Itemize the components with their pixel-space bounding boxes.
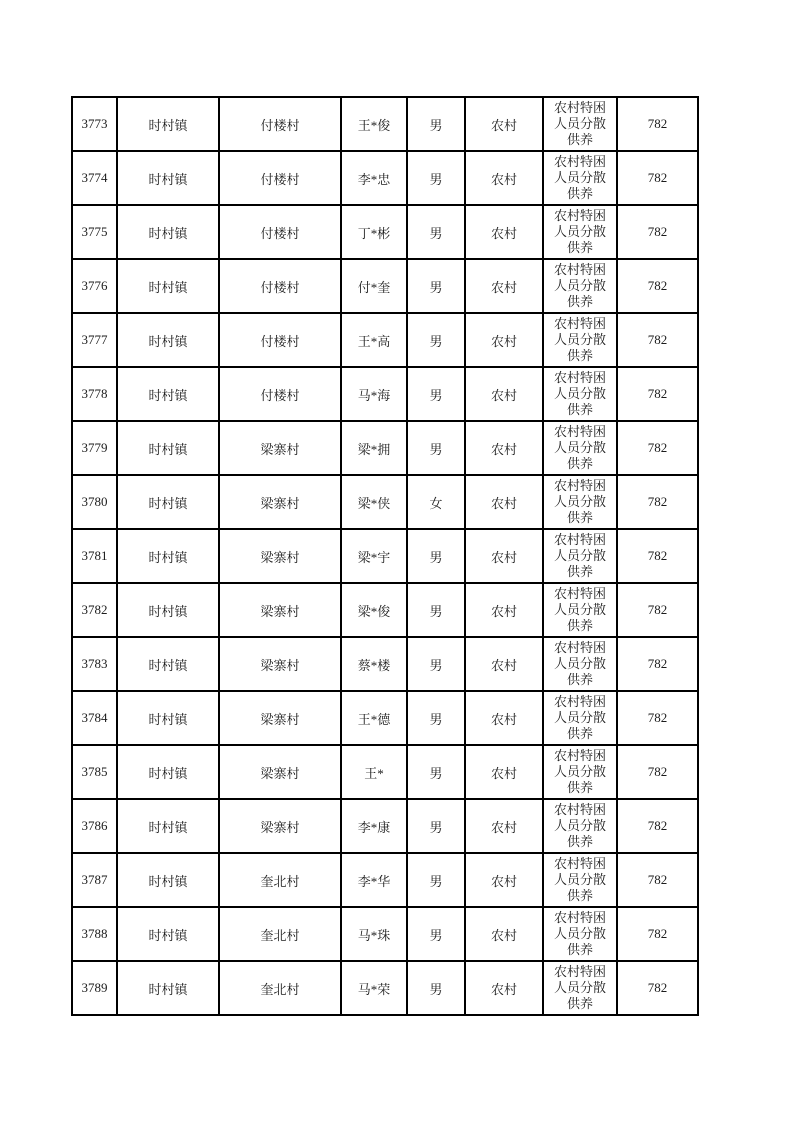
cell-serial-number: 3781 [72, 529, 117, 583]
table-row [72, 745, 698, 799]
cell-serial-number: 3779 [72, 421, 117, 475]
cell-serial-number: 3774 [72, 151, 117, 205]
cell-assistance-type [543, 583, 617, 637]
cell-area-type: 农村 [465, 367, 543, 421]
cell-village: 付楼村 [219, 259, 341, 313]
cell-amount: 782 [617, 745, 698, 799]
cell-serial-number: 3778 [72, 367, 117, 421]
cell-name: 马*海 [341, 367, 407, 421]
cell-name: 马*珠 [341, 907, 407, 961]
cell-serial-number: 3775 [72, 205, 117, 259]
cell-area-type: 农村 [465, 421, 543, 475]
cell-serial-number: 3787 [72, 853, 117, 907]
cell-gender: 男 [407, 313, 465, 367]
cell-village: 梁寨村 [219, 691, 341, 745]
table-row [72, 637, 698, 691]
cell-area-type: 农村 [465, 799, 543, 853]
cell-village: 梁寨村 [219, 799, 341, 853]
cell-gender: 男 [407, 151, 465, 205]
cell-assistance-type [543, 961, 617, 1015]
cell-area-type: 农村 [465, 205, 543, 259]
cell-assistance-type [543, 475, 617, 529]
cell-village: 梁寨村 [219, 745, 341, 799]
cell-area-type: 农村 [465, 961, 543, 1015]
cell-amount: 782 [617, 421, 698, 475]
cell-village: 奎北村 [219, 961, 341, 1015]
cell-village: 付楼村 [219, 97, 341, 151]
cell-village: 梁寨村 [219, 583, 341, 637]
cell-gender: 男 [407, 907, 465, 961]
cell-gender: 男 [407, 691, 465, 745]
cell-area-type: 农村 [465, 745, 543, 799]
cell-amount: 782 [617, 799, 698, 853]
assistance-type-text: 农村特困人员分散供养 [553, 478, 606, 525]
assistance-type-text: 农村特困人员分散供养 [553, 424, 606, 471]
cell-gender: 男 [407, 637, 465, 691]
assistance-type-text: 农村特困人员分散供养 [553, 694, 606, 741]
assistance-type-text: 农村特困人员分散供养 [553, 316, 606, 363]
cell-assistance-type [543, 367, 617, 421]
cell-name: 梁*拥 [341, 421, 407, 475]
cell-amount: 782 [617, 529, 698, 583]
cell-gender: 女 [407, 475, 465, 529]
cell-amount: 782 [617, 151, 698, 205]
cell-area-type: 农村 [465, 529, 543, 583]
cell-name: 马*荣 [341, 961, 407, 1015]
cell-gender: 男 [407, 583, 465, 637]
cell-area-type: 农村 [465, 853, 543, 907]
cell-village: 梁寨村 [219, 529, 341, 583]
cell-amount: 782 [617, 313, 698, 367]
cell-village: 付楼村 [219, 205, 341, 259]
table-row [72, 367, 698, 421]
cell-area-type: 农村 [465, 313, 543, 367]
cell-assistance-type [543, 853, 617, 907]
cell-assistance-type [543, 421, 617, 475]
cell-town: 时村镇 [117, 583, 219, 637]
table-row [72, 151, 698, 205]
cell-amount: 782 [617, 637, 698, 691]
cell-assistance-type [543, 745, 617, 799]
cell-town: 时村镇 [117, 745, 219, 799]
cell-amount: 782 [617, 205, 698, 259]
cell-assistance-type [543, 205, 617, 259]
table-row [72, 961, 698, 1015]
cell-village: 梁寨村 [219, 637, 341, 691]
cell-amount: 782 [617, 961, 698, 1015]
cell-gender: 男 [407, 799, 465, 853]
cell-area-type: 农村 [465, 637, 543, 691]
table-row [72, 529, 698, 583]
cell-town: 时村镇 [117, 637, 219, 691]
cell-town: 时村镇 [117, 313, 219, 367]
cell-town: 时村镇 [117, 475, 219, 529]
cell-name: 梁*宇 [341, 529, 407, 583]
cell-name: 付*奎 [341, 259, 407, 313]
table-row [72, 691, 698, 745]
assistance-type-text: 农村特困人员分散供养 [553, 964, 606, 1011]
assistance-type-text: 农村特困人员分散供养 [553, 100, 606, 147]
cell-area-type: 农村 [465, 259, 543, 313]
cell-assistance-type [543, 313, 617, 367]
cell-serial-number: 3780 [72, 475, 117, 529]
cell-village: 梁寨村 [219, 475, 341, 529]
cell-gender: 男 [407, 421, 465, 475]
assistance-type-text: 农村特困人员分散供养 [553, 640, 606, 687]
cell-name: 梁*侠 [341, 475, 407, 529]
cell-gender: 男 [407, 97, 465, 151]
cell-name: 李*忠 [341, 151, 407, 205]
cell-town: 时村镇 [117, 799, 219, 853]
cell-area-type: 农村 [465, 583, 543, 637]
cell-serial-number: 3776 [72, 259, 117, 313]
cell-town: 时村镇 [117, 151, 219, 205]
cell-gender: 男 [407, 205, 465, 259]
table-row [72, 907, 698, 961]
cell-village: 梁寨村 [219, 421, 341, 475]
table-row [72, 313, 698, 367]
cell-town: 时村镇 [117, 205, 219, 259]
table-row [72, 259, 698, 313]
assistance-type-text: 农村特困人员分散供养 [553, 208, 606, 255]
cell-assistance-type [543, 907, 617, 961]
cell-town: 时村镇 [117, 907, 219, 961]
assistance-type-text: 农村特困人员分散供养 [553, 370, 606, 417]
cell-town: 时村镇 [117, 367, 219, 421]
cell-assistance-type [543, 637, 617, 691]
cell-name: 丁*彬 [341, 205, 407, 259]
table-row [72, 583, 698, 637]
assistance-type-text: 农村特困人员分散供养 [553, 748, 606, 795]
cell-name: 李*华 [341, 853, 407, 907]
cell-serial-number: 3773 [72, 97, 117, 151]
cell-gender: 男 [407, 745, 465, 799]
cell-serial-number: 3783 [72, 637, 117, 691]
cell-gender: 男 [407, 961, 465, 1015]
table-row [72, 421, 698, 475]
cell-serial-number: 3777 [72, 313, 117, 367]
cell-village: 奎北村 [219, 907, 341, 961]
cell-assistance-type [543, 97, 617, 151]
cell-serial-number: 3785 [72, 745, 117, 799]
cell-village: 奎北村 [219, 853, 341, 907]
cell-area-type: 农村 [465, 907, 543, 961]
cell-town: 时村镇 [117, 961, 219, 1015]
cell-town: 时村镇 [117, 97, 219, 151]
assistance-type-text: 农村特困人员分散供养 [553, 262, 606, 309]
cell-amount: 782 [617, 853, 698, 907]
cell-area-type: 农村 [465, 97, 543, 151]
cell-area-type: 农村 [465, 151, 543, 205]
assistance-type-text: 农村特困人员分散供养 [553, 154, 606, 201]
cell-assistance-type [543, 799, 617, 853]
cell-town: 时村镇 [117, 421, 219, 475]
cell-town: 时村镇 [117, 259, 219, 313]
cell-serial-number: 3786 [72, 799, 117, 853]
cell-serial-number: 3788 [72, 907, 117, 961]
cell-serial-number: 3789 [72, 961, 117, 1015]
table-row [72, 799, 698, 853]
cell-amount: 782 [617, 583, 698, 637]
cell-assistance-type [543, 151, 617, 205]
cell-gender: 男 [407, 367, 465, 421]
cell-village: 付楼村 [219, 367, 341, 421]
cell-name: 王*德 [341, 691, 407, 745]
cell-name: 王*高 [341, 313, 407, 367]
cell-gender: 男 [407, 853, 465, 907]
cell-gender: 男 [407, 259, 465, 313]
assistance-type-text: 农村特困人员分散供养 [553, 910, 606, 957]
cell-amount: 782 [617, 691, 698, 745]
assistance-type-text: 农村特困人员分散供养 [553, 532, 606, 579]
cell-village: 付楼村 [219, 313, 341, 367]
table-body [72, 97, 698, 1015]
cell-serial-number: 3782 [72, 583, 117, 637]
assistance-type-text: 农村特困人员分散供养 [553, 802, 606, 849]
cell-assistance-type [543, 529, 617, 583]
cell-town: 时村镇 [117, 853, 219, 907]
table-row [72, 475, 698, 529]
cell-amount: 782 [617, 475, 698, 529]
cell-amount: 782 [617, 367, 698, 421]
cell-name: 王* [341, 745, 407, 799]
table-row [72, 853, 698, 907]
cell-town: 时村镇 [117, 529, 219, 583]
cell-assistance-type [543, 259, 617, 313]
welfare-roster-table [71, 96, 699, 1016]
cell-village: 付楼村 [219, 151, 341, 205]
cell-area-type: 农村 [465, 475, 543, 529]
cell-area-type: 农村 [465, 691, 543, 745]
table-row [72, 205, 698, 259]
assistance-type-text: 农村特困人员分散供养 [553, 586, 606, 633]
cell-name: 梁*俊 [341, 583, 407, 637]
cell-name: 李*康 [341, 799, 407, 853]
cell-name: 蔡*楼 [341, 637, 407, 691]
cell-name: 王*俊 [341, 97, 407, 151]
cell-amount: 782 [617, 907, 698, 961]
table-row [72, 97, 698, 151]
cell-serial-number: 3784 [72, 691, 117, 745]
cell-amount: 782 [617, 97, 698, 151]
cell-town: 时村镇 [117, 691, 219, 745]
cell-amount: 782 [617, 259, 698, 313]
cell-gender: 男 [407, 529, 465, 583]
assistance-type-text: 农村特困人员分散供养 [553, 856, 606, 903]
cell-assistance-type [543, 691, 617, 745]
